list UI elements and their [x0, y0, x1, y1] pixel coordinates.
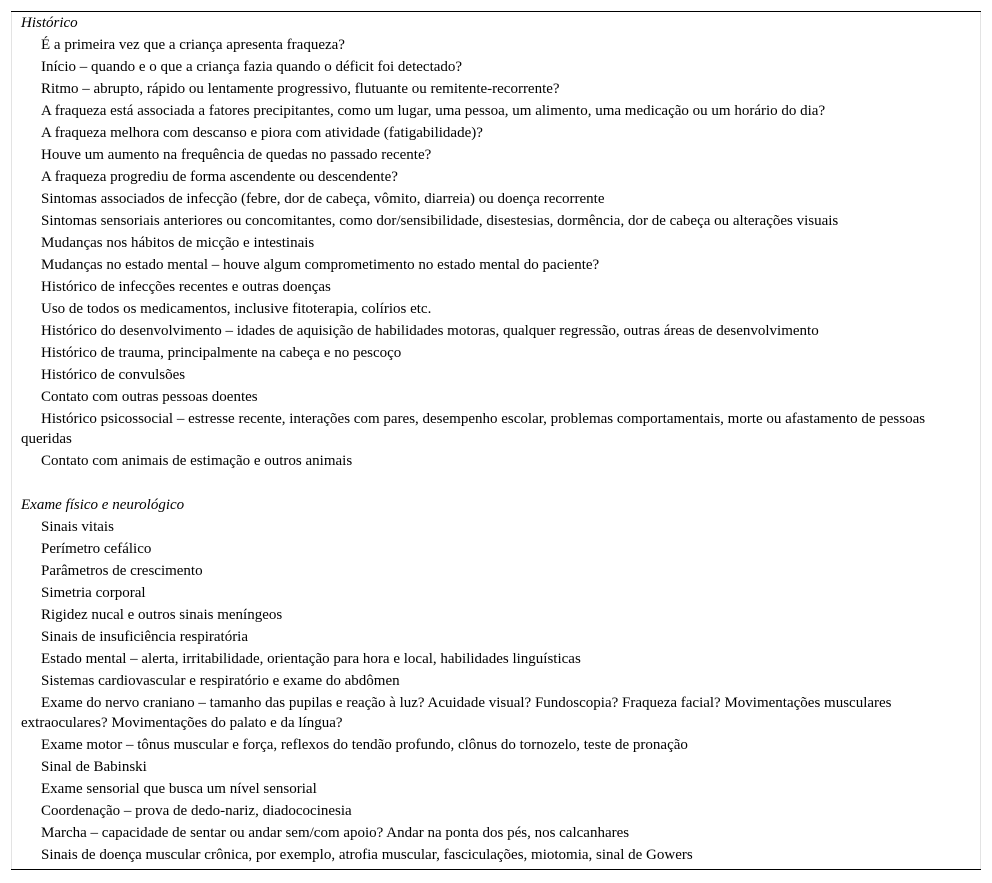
list-item: Mudanças nos hábitos de micção e intestinais — [41, 235, 315, 251]
list-item: Contato com animais de estimação e outros animais — [41, 453, 353, 469]
list-item: Perímetro cefálico — [41, 541, 152, 557]
section-list-historico — [21, 34, 951, 472]
list-item: Histórico de convulsões — [41, 367, 186, 383]
list-item: Uso de todos os medicamentos, inclusive fitoterapia, colírios etc. — [41, 301, 432, 317]
list-item: Sinais vitais — [41, 519, 114, 535]
list-item: Exame sensorial que busca um nível sensorial — [41, 781, 317, 797]
list-item: Histórico do desenvolvimento – idades de aquisição de habilidades motoras, qualquer regressão, outras áreas de desenvolvimento — [41, 323, 819, 339]
list-item: Rigidez nucal e outros sinais meníngeos — [41, 607, 283, 623]
list-item: Histórico psicossocial – estresse recente, interações com pares, desempenho escolar, problemas comportamentais, morte ou afastamento de pessoas queridas — [21, 411, 926, 447]
list-item: Sistemas cardiovascular e respiratório e exame do abdômen — [41, 673, 400, 689]
list-item: Contato com outras pessoas doentes — [41, 389, 258, 405]
list-item: Sinais de doença muscular crônica, por exemplo, atrofia muscular, fasciculações, miotomia, sinal de Gowers — [41, 847, 693, 863]
section-list-exame — [21, 516, 951, 866]
list-item: Sintomas sensoriais anteriores ou concomitantes, como dor/sensibilidade, disestesias, dormência, dor de cabeça ou alterações visuais — [41, 213, 839, 229]
list-item: Coordenação – prova de dedo-nariz, diadococinesia — [41, 803, 352, 819]
list-item: Sinais de insuficiência respiratória — [41, 629, 249, 645]
list-item: Simetria corporal — [41, 585, 146, 601]
list-item: Parâmetros de crescimento — [41, 563, 203, 579]
section-title-exame: Exame físico e neurológico — [21, 497, 185, 513]
list-item: É a primeira vez que a criança apresenta fraqueza? — [41, 37, 345, 53]
list-item: A fraqueza está associada a fatores precipitantes, como um lugar, uma pessoa, um alimento, uma medicação ou um horário do dia? — [41, 103, 826, 119]
section-title-historico: Histórico — [21, 15, 78, 31]
list-item: Marcha – capacidade de sentar ou andar sem/com apoio? Andar na ponta dos pés, nos calcanhares — [41, 825, 630, 841]
list-item: Houve um aumento na frequência de quedas no passado recente? — [41, 147, 432, 163]
list-item: A fraqueza progrediu de forma ascendente ou descendente? — [41, 169, 398, 185]
section-spacer — [21, 472, 951, 494]
list-item: Histórico de trauma, principalmente na cabeça e no pescoço — [41, 345, 402, 361]
list-item: Histórico de infecções recentes e outras doenças — [41, 279, 331, 295]
list-item: Início – quando e o que a criança fazia quando o déficit foi detectado? — [41, 59, 463, 75]
list-item: A fraqueza melhora com descanso e piora com atividade (fatigabilidade)? — [41, 125, 483, 141]
list-item: Ritmo – abrupto, rápido ou lentamente progressivo, flutuante ou remitente-recorrente? — [41, 81, 560, 97]
list-item: Exame do nervo craniano – tamanho das pupilas e reação à luz? Acuidade visual? Fundoscopia? Fraqueza facial? Movimentações musculares extraoculares? Movimentações do palato e da língua? — [21, 695, 892, 731]
list-item: Estado mental – alerta, irritabilidade, orientação para hora e local, habilidades linguísticas — [41, 651, 581, 667]
list-item: Sintomas associados de infecção (febre, dor de cabeça, vômito, diarreia) ou doença recorrente — [41, 191, 605, 207]
list-item: Exame motor – tônus muscular e força, reflexos do tendão profundo, clônus do tornozelo, teste de pronação — [41, 737, 688, 753]
checklist-content — [21, 12, 951, 866]
list-item: Sinal de Babinski — [41, 759, 147, 775]
list-item: Mudanças no estado mental – houve algum comprometimento no estado mental do paciente? — [41, 257, 600, 273]
